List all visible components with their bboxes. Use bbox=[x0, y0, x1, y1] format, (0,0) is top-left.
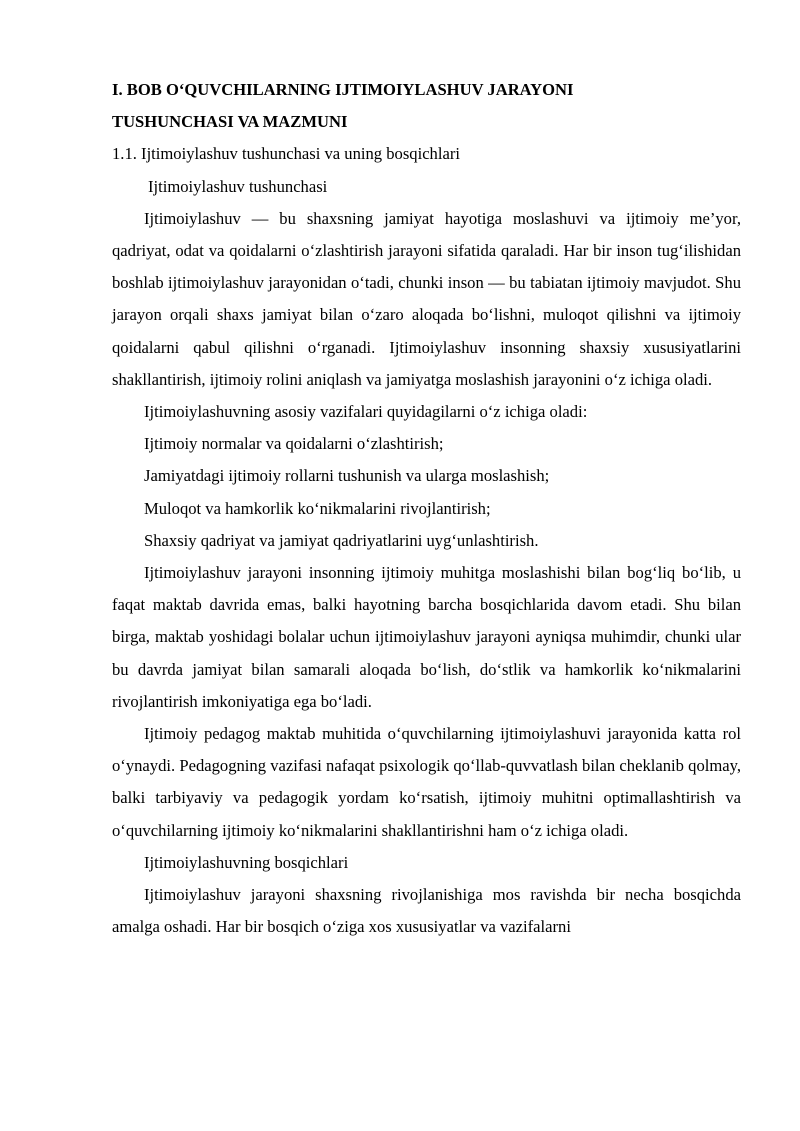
function-item: Jamiyatdagi ijtimoiy rollarni tushunish va ularga moslashish; bbox=[144, 466, 550, 486]
page-content bbox=[112, 74, 741, 943]
subheading-concept: Ijtimoiylashuv tushunchasi bbox=[148, 176, 328, 196]
paragraph-definition: Ijtimoiylashuv — bu shaxsning jamiyat hayotiga moslashuvi va ijtimoiy me’yor, qadriyat, odat va qoidalarni o‘zlashtirish jarayoni sifatida qaraladi. Har bir inson tug‘ilishidan boshlab ijtimoiylashuv jarayonidan o‘tadi, chunki inson — bu tabiatan ijtimoiy mavjudot. Shu jarayon orqali shaxs jamiyat bilan o‘zaro aloqada bo‘lishni, muloqot qilishni va ijtimoiy qoidalarni qabul qilishni o‘rganadi. Ijtimoiylashuv insonning shaxsiy xususiyatlarini shakllantirish, ijtimoiy rolini aniqlash va jamiyatga moslashish jarayonini o‘z ichiga oladi. bbox=[112, 208, 741, 389]
functions-intro: Ijtimoiylashuvning asosiy vazifalari quyidagilarni o‘z ichiga oladi: bbox=[144, 402, 588, 422]
chapter-title-line-2: TUSHUNCHASI VA MAZMUNI bbox=[112, 112, 348, 132]
function-item: Muloqot va hamkorlik ko‘nikmalarini rivojlantirish; bbox=[144, 498, 491, 518]
paragraph-pedagog: Ijtimoiy pedagog maktab muhitida o‘quvchilarning ijtimoiylashuvi jarayonida katta rol o‘ynaydi. Pedagogning vazifasi nafaqat psixologik qo‘llab-quvvatlash bilan cheklanib qolmay, balki tarbiyaviy va pedagogik yordam ko‘rsatish, ijtimoiy muhitni optimallashtirish va o‘quvchilarning ijtimoiy ko‘nikmalarini shakllantirishni ham o‘z ichiga oladi. bbox=[112, 724, 741, 840]
section-heading: 1.1. Ijtimoiylashuv tushunchasi va uning bosqichlari bbox=[112, 144, 460, 164]
paragraph-stages: Ijtimoiylashuv jarayoni shaxsning rivojlanishiga mos ravishda bir necha bosqichda amalga oshadi. Har bir bosqich o‘ziga xos xususiyatlar va vazifalarni bbox=[112, 885, 741, 937]
subheading-stages: Ijtimoiylashuvning bosqichlari bbox=[144, 852, 349, 872]
function-item: Ijtimoiy normalar va qoidalarni o‘zlashtirish; bbox=[144, 434, 444, 454]
function-item: Shaxsiy qadriyat va jamiyat qadriyatlarini uyg‘unlashtirish. bbox=[144, 530, 539, 550]
chapter-title-line-1: I. BOB O‘QUVCHILARNING IJTIMOIYLASHUV JARAYONI bbox=[112, 80, 574, 99]
chapter-title bbox=[112, 74, 741, 138]
paragraph-school: Ijtimoiylashuv jarayoni insonning ijtimoiy muhitga moslashishi bilan bog‘liq bo‘lib, u faqat maktab davrida emas, balki hayotning barcha bosqichlarida davom etadi. Shu bilan birga, maktab yoshidagi bolalar uchun ijtimoiylashuv jarayoni ayniqsa muhimdir, chunki ular bu davrda jamiyat bilan samarali aloqada bo‘lish, do‘stlik va hamkorlik ko‘nikmalarini rivojlantirish imkoniyatiga ega bo‘ladi. bbox=[112, 563, 741, 711]
